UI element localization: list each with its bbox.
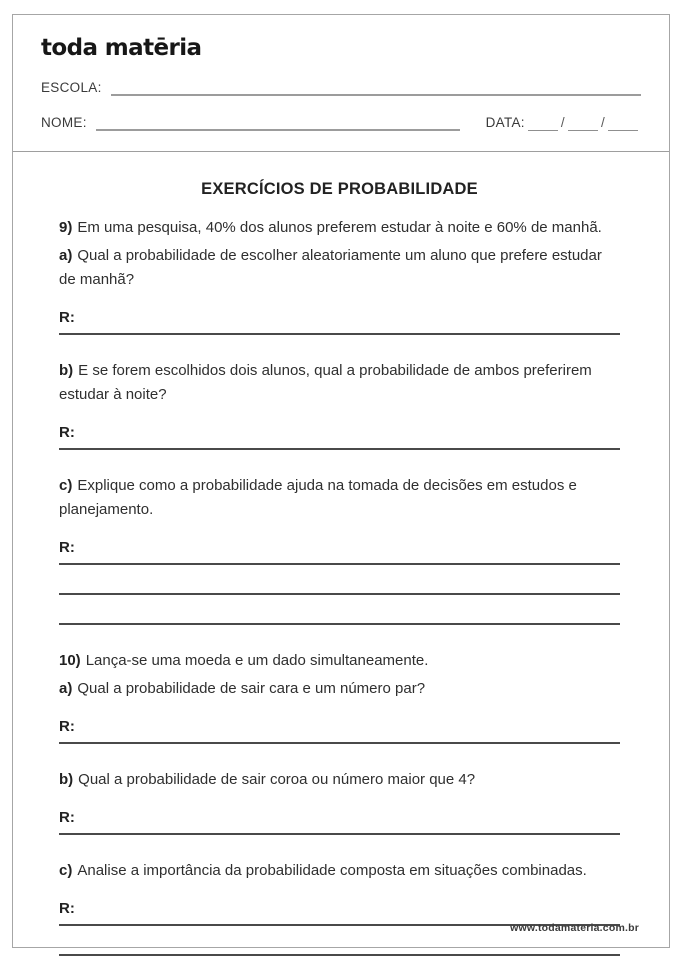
answer-label: R: [59, 423, 75, 441]
name-date-row [41, 115, 641, 131]
answer-line [59, 565, 620, 595]
date-field [486, 115, 641, 131]
answer-area [59, 536, 620, 625]
part-text: Explique como a probabilidade ajuda na tomada de decisões em estudos e planejamento. [59, 476, 577, 518]
part-letter: c) [59, 476, 73, 494]
school-label: ESCOLA: [41, 79, 102, 95]
answer-line [59, 306, 620, 335]
header-divider [13, 151, 669, 152]
sheet-frame [12, 14, 670, 948]
name-blank-line [96, 115, 460, 131]
school-blank-line [111, 80, 641, 96]
answer-label: R: [59, 717, 75, 735]
question-number: 10) [59, 651, 81, 669]
part-letter: b) [59, 770, 74, 788]
answer-line [59, 956, 620, 967]
part-letter: a) [59, 246, 73, 264]
date-slash: / [560, 114, 565, 130]
part-text: Qual a probabilidade de sair cara e um número par? [77, 679, 426, 697]
date-month-blank [568, 116, 598, 131]
date-label: DATA: [485, 114, 525, 130]
date-day-blank [528, 116, 558, 131]
part-letter: b) [59, 361, 74, 379]
answer-line [59, 715, 620, 744]
answer-line [59, 806, 620, 835]
date-slash: / [600, 114, 605, 130]
question-part [59, 859, 620, 883]
part-letter: a) [59, 679, 73, 697]
question-text: Em uma pesquisa, 40% dos alunos preferem estudar à noite e 60% de manhã. [77, 218, 602, 236]
answer-area [59, 715, 620, 744]
part-text: Analise a importância da probabilidade composta em situações combinadas. [77, 861, 587, 879]
question-stem [59, 649, 620, 673]
question-number: 9) [59, 218, 73, 236]
question-text: Lança-se uma moeda e um dado simultaneamente. [85, 651, 429, 669]
school-field-row [41, 80, 641, 96]
worksheet-content [13, 177, 669, 967]
part-letter: c) [59, 861, 73, 879]
question-part [59, 359, 620, 407]
question-stem [59, 216, 620, 240]
answer-line [59, 595, 620, 625]
answer-label: R: [59, 899, 75, 917]
question-part [59, 244, 620, 292]
site-url: www.todamateria.com.br [510, 922, 639, 934]
answer-label: R: [59, 308, 75, 326]
part-text: E se forem escolhidos dois alunos, qual a probabilidade de ambos preferirem estudar à noite? [59, 361, 592, 403]
answer-label: R: [59, 808, 75, 826]
sheet-header [13, 15, 669, 131]
question-part [59, 677, 620, 701]
date-year-blank [608, 116, 638, 131]
brand-logo: toda matēria [41, 35, 202, 61]
question-part [59, 474, 620, 522]
worksheet-title: EXERCÍCIOS DE PROBABILIDADE [201, 179, 478, 198]
part-text: Qual a probabilidade de sair coroa ou número maior que 4? [78, 770, 476, 788]
question-part [59, 768, 620, 792]
answer-line [59, 536, 620, 565]
answer-area [59, 421, 620, 450]
answer-line [59, 421, 620, 450]
answer-area [59, 306, 620, 335]
answer-label: R: [59, 538, 75, 556]
name-label: NOME: [41, 114, 87, 130]
part-text: Qual a probabilidade de escolher aleatoriamente um aluno que prefere estudar de manhã? [59, 246, 602, 288]
answer-area [59, 806, 620, 835]
